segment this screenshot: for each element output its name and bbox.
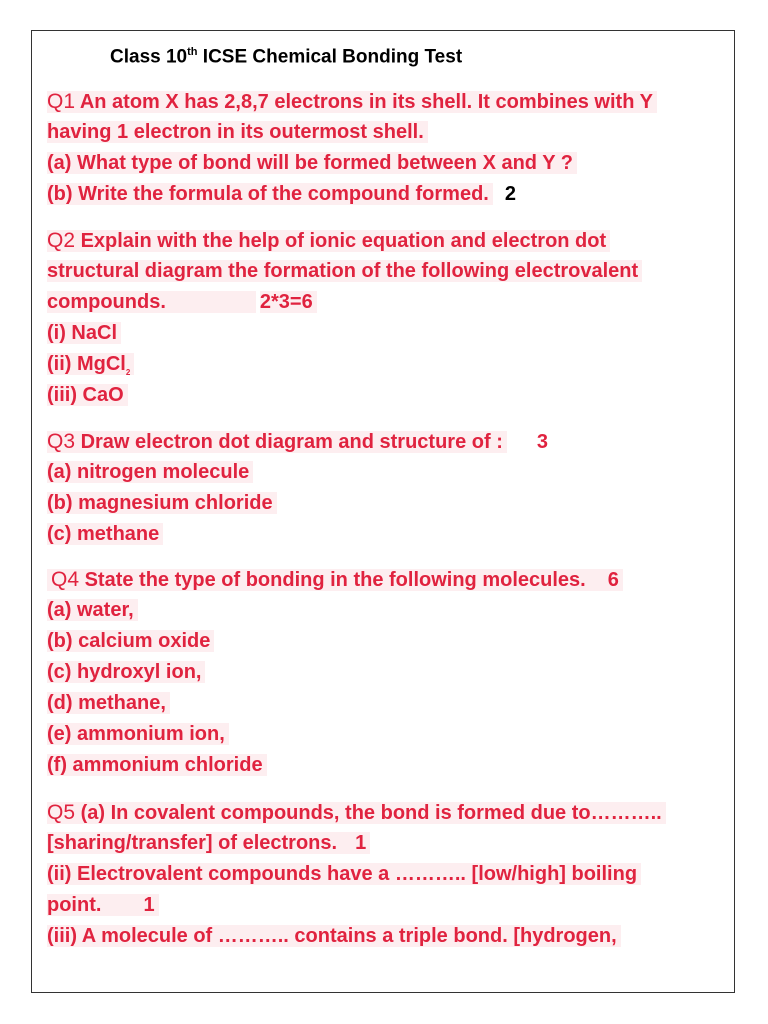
subscript: 2 [125,368,131,377]
title-text: ICSE Chemical Bonding Test [197,46,463,68]
list-item: (c) methane [47,523,163,545]
list-item: (b) magnesium chloride [47,492,277,514]
question-number: Q3 [47,430,76,453]
list-item: (ii) MgCl [47,353,126,375]
page-title [110,46,462,68]
question-text: (a) In covalent compounds, the bond is formed due to……….. [75,802,662,824]
question-text: Explain with the help of ionic equation and electron dot [75,230,607,252]
title-class: Class 10 [110,46,188,68]
question-4 [47,564,717,781]
marks-label: 6 [607,569,619,591]
list-item: (b) calcium oxide [47,630,214,652]
list-item: (iii) CaO [47,384,128,406]
question-text: State the type of bonding in the following molecules. [79,569,586,591]
question-number: Q1 [47,90,76,113]
list-item: (e) ammonium ion, [47,723,229,745]
question-number: Q2 [47,229,76,252]
question-part: (a) What type of bond will be formed between X and Y ? [47,152,577,174]
question-text: having 1 electron in its outermost shell. [47,121,428,143]
marks-label: 1 [355,832,367,854]
question-text: structural diagram the formation of the following electrovalent [47,260,642,282]
marks-label: 3 [536,431,548,453]
list-item: (d) methane, [47,692,170,714]
question-5 [47,797,717,952]
list-item: (f) ammonium chloride [47,754,267,776]
list-item: (i) NaCl [47,322,121,344]
question-part: (ii) Electrovalent compounds have a ……….. [low/high] boiling [47,863,641,885]
marks-label: 1 [143,894,155,916]
list-item: (a) nitrogen molecule [47,461,253,483]
question-2 [47,225,717,411]
marks-label: 2 [504,183,516,205]
question-part: point. [47,894,102,916]
marks-label: 2*3=6 [259,291,313,313]
question-part: (b) Write the formula of the compound formed. [47,183,493,205]
title-superscript: th [187,46,198,58]
question-1 [47,86,717,210]
question-3 [47,426,717,550]
question-part: (iii) A molecule of ……….. contains a triple bond. [hydrogen, [47,925,621,947]
list-item: (c) hydroxyl ion, [47,661,205,683]
question-text: Draw electron dot diagram and structure of : [75,431,503,453]
list-item: (a) water, [47,599,138,621]
question-text: [sharing/transfer] of electrons. [47,832,338,854]
question-text: compounds. [47,291,166,313]
question-number: Q5 [47,801,76,824]
question-text: An atom X has 2,8,7 electrons in its shell. It combines with Y [75,91,653,113]
question-number: Q4 [51,568,80,591]
